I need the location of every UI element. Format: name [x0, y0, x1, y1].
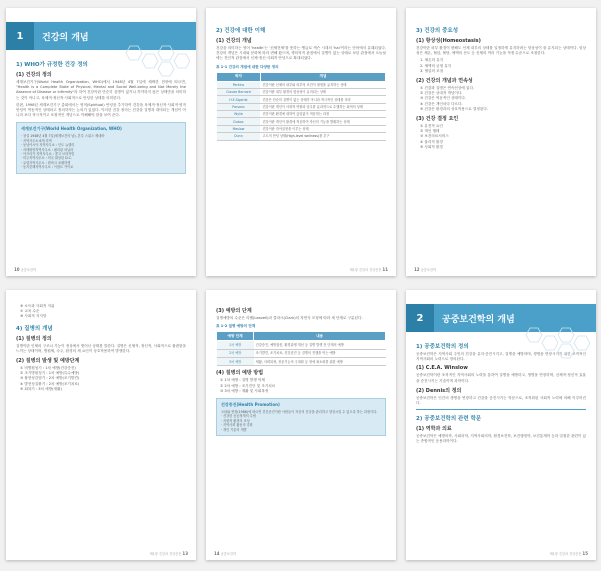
list-item: 1. 체온의 유지: [420, 58, 444, 63]
table-cell: Maslow: [217, 125, 261, 132]
list-item: ① 1차 예방 : 질병 발생 억제: [220, 378, 265, 383]
table-cell: 건강이란 내부 환경의 항상성이 유지되는 상태: [260, 88, 385, 95]
table-header: 개념: [260, 72, 385, 81]
page-footer: [14, 551, 188, 556]
page-14: [206, 290, 396, 560]
info-box-item: · 유럽지역사무소 : 덴마크 코펜하겐: [21, 160, 71, 165]
list-item: ③ 보건의료서비스: [420, 134, 449, 139]
info-box-item: 오타와 헌장(1986)에 따르면 건강증진이란 사람들이 자신의 건강을 관리하고 향상시킬 수 있도록 하는 과정이다.: [221, 410, 378, 415]
list-item: ② 개인 행태: [420, 129, 440, 134]
paragraph: 건강을 의미하는 영어 'health'는 '신체전체'를 뜻하는 앵글로 색슨 시대의 'hal'이라는 단어에서 유래되었다. 건강의 개념은 시대와 문화에 따라 변해 왔으며, 생의학적 관점에서 질병이 없는 상태로 보던 관점에서 오늘날에는 전인적 관점에서 신체·정신·사회적 안녕으로 확대되었다.: [216, 46, 386, 61]
page-number: 12: [414, 267, 420, 272]
table-cell: Dubos: [217, 118, 261, 125]
paragraph: 공중보건학은 인간의 생명을 연장하고 건강을 증진시키는 학문으로, 조직화된 사회적 노력에 의해 이루어진다.: [416, 395, 586, 406]
table-row: [217, 358, 386, 366]
list-item: ① 비병원성기 : 1차 예방(건강증진): [20, 366, 76, 371]
subsection-heading: (2) Dennis의 정의: [416, 387, 462, 394]
subsection-heading: (2) 질병의 발생 및 예방단계: [16, 358, 80, 365]
table-cell: 조기발견, 조기치료, 건강검진 등 질병의 진행을 막는 예방: [254, 349, 386, 357]
page-footer: [214, 551, 388, 556]
table-cell: 건강증진, 예방접종, 환경위생 개선 등 질병 발생 전 단계의 예방: [254, 341, 386, 349]
page-footer: [414, 267, 588, 272]
list-item: ⑦ 교육 수준: [20, 309, 40, 314]
paragraph: 한편, 1998년 세계보건기구 총회에서는 영적(Spiritual) 안녕을 추가하여 건강을 육체적·정신적·사회적·영적 안녕이 역동적인 상태라고 정의하자는 논의가 있었다. 이러한 건강 정의는 건강을 질병과 대비되는 개념이 아니라 보다 적극적이고 포괄적인 개념으로 이해해야 함을 보여 준다.: [16, 102, 186, 118]
info-box-title: 세계보건기구(World Health Organization, WHO): [21, 126, 122, 132]
footer-text: 공중보건학: [420, 268, 436, 272]
footer-text: 공중보건학: [220, 552, 236, 556]
table-header: 예방 단계: [217, 332, 254, 341]
info-box-item: · 건강한 공공정책의 수립: [221, 414, 256, 419]
chapter-title: 건강의 개념: [42, 32, 89, 43]
table-row: [217, 96, 386, 103]
footer-text: 제1장 건강과 건강증진: [349, 268, 382, 272]
chapter-number: 2: [406, 304, 434, 332]
table-caption: 표 1-2 질병 예방의 단계: [216, 324, 256, 329]
list-item: 3. 혈압의 조절: [420, 68, 444, 73]
footer-text: 제1장 건강과 건강증진: [149, 552, 182, 556]
section-heading: 1) 공중보건학의 정의: [416, 344, 469, 350]
list-item: ⑤ 건강은 환경과의 상호작용으로 결정된다.: [420, 106, 488, 111]
page-footer: [214, 267, 388, 272]
table-header: 내용: [254, 332, 386, 341]
chapter-title: 공중보건학의 개념: [442, 314, 515, 325]
section-heading: 2) 공중보건학의 관련 학문: [416, 415, 482, 422]
table-cell: 재활, 사회복귀, 잔존기능의 극대화 등 장애 최소화를 위한 예방: [254, 358, 386, 366]
paragraph: 세계보건기구(World Health Organization, WHO)에서 1948년 4월 7일에 채택한 현장에 따르면, "Health is a Complete State of Physical, Mental and Social Well-being and Not Merely the Absence of Disease or Infirmity"라 하여 건강이란 단순히 질병이 없거나 허약하지 않은 상태만을 의미하는 것이 아니고, 육체적·정신적·사회적으로 안녕한 상태를 의미한다.: [16, 80, 186, 100]
list-item: ③ 건강은 역동적인 상태이다.: [420, 96, 466, 101]
table-row: [217, 118, 386, 125]
list-item: ① 유전적 요인: [420, 124, 443, 129]
info-box-title: 건강증진(Health Promotion): [221, 402, 280, 408]
table-cell: H.E.Sigerist: [217, 96, 261, 103]
table-header-row: [217, 72, 386, 81]
section-heading: 2) 건강에 대한 이해: [216, 28, 266, 34]
list-item: 2. 체액의 균형 유지: [420, 63, 452, 68]
subsection-heading: (3) 예방의 단계: [216, 308, 252, 314]
page-11: [206, 8, 396, 276]
info-box-item: · 동지중해지역사무소 : 이집트 카이로: [21, 165, 74, 170]
table-cell: 건강이란 환경에 대하여 끊임없이 적응하는 과정: [260, 111, 385, 118]
subsection-heading: (2) 건강의 개념과 연속성: [416, 78, 473, 85]
table-cell: Claude Bernard: [217, 88, 261, 95]
subsection-heading: (1) 건강의 개념: [216, 38, 252, 44]
info-box-item: · 미주지역사무소 : 미국 워싱턴 D.C.: [21, 156, 72, 161]
info-box-item: · 창설 1948년 4월 7일(세계보건의 날), 본부 스위스 제네바: [21, 134, 105, 139]
list-item: ④ 발현성질환기 : 2차 예방(조기치료): [20, 381, 80, 386]
paragraph: 질병예방의 수준은 리벨(Leavell)과 클라크(Clark)의 자연사 모형에 따라 세 단계로 구분된다.: [216, 316, 363, 320]
table-cell: 1차 예방: [217, 341, 254, 349]
subsection-heading: (3) 건강 결정 요인: [416, 116, 459, 123]
section-heading: 3) 건강의 중요성: [416, 28, 459, 34]
table-row: [217, 341, 386, 349]
subsection-heading: (4) 질병의 예방 방법: [216, 370, 264, 377]
list-item: ⑤ 사회적 환경: [420, 144, 443, 149]
table-row: [217, 81, 386, 88]
page-footer: [14, 267, 188, 272]
page-13: [6, 290, 196, 560]
table-cell: 건강은 단순히 질병이 없는 상태가 아니라 적극적인 상태를 의미: [260, 96, 385, 103]
page-number: 14: [214, 551, 220, 556]
prevention-table: [216, 331, 386, 366]
footer-text: 공중보건학: [20, 268, 36, 272]
table-row: [217, 133, 386, 140]
list-item: ② 건강은 상대적 개념이다.: [420, 91, 463, 96]
info-box-item: · 개인 기술의 개발: [221, 427, 247, 432]
table-cell: Wylie: [217, 111, 261, 118]
table-row: [217, 88, 386, 95]
table-header-row: [217, 332, 386, 341]
subsection-heading: (1) 질병의 정의: [16, 335, 52, 342]
page-12: [406, 8, 596, 276]
page-number: 15: [582, 551, 588, 556]
info-box-item: · 아프리카 지역사무소 : 콩고 브라자빌: [21, 152, 75, 157]
section-heading: 1) WHO가 규정한 건강 정의: [16, 62, 88, 68]
list-item: ④ 건강은 개인마다 다르다.: [420, 101, 463, 106]
chapter-number: 1: [6, 22, 34, 50]
table-cell: 고도의 안녕 상태(High-level wellness)를 추구: [260, 133, 385, 140]
list-item: ② 2차 예방 : 조기진단 및 조기치료: [220, 383, 276, 388]
subsection-heading: (1) 건강의 정의: [16, 72, 52, 78]
info-box-item: · 지원적 환경의 조성: [221, 418, 250, 423]
info-box-item: · 지역사무소 6개 지역: [21, 138, 52, 143]
definitions-table: [216, 72, 386, 141]
paragraph: 공중보건학은 지역사회 주민의 건강을 유지·증진시키고, 질병을 예방하며, 생명을 연장시키기 위한 조직적인 지역사회의 노력으로 정의된다.: [416, 352, 586, 362]
subsection-heading: (1) 역학과 의료: [416, 425, 452, 432]
info-box: [16, 122, 186, 173]
page-number: 13: [182, 551, 188, 556]
list-item: ③ 3차 예방 : 재활 및 사회복귀: [220, 388, 269, 393]
list-item: ② 초기병원성기 : 1차 예방(특수예방): [20, 371, 80, 376]
subsection-heading: (1) 항상성(Homeostasis): [416, 38, 481, 44]
table-row: [217, 349, 386, 357]
table-header: 학자: [217, 72, 261, 81]
page-number: 11: [382, 267, 388, 272]
list-item: ⑤ 회복기 : 3차 예방(재활): [20, 386, 62, 391]
divider: [416, 409, 586, 410]
table-cell: Dunn: [217, 133, 261, 140]
list-item: ① 건강과 질병은 연속선상에 있다.: [420, 86, 475, 91]
paragraph: 공중보건학은 예방의학, 사회의학, 지역사회의학, 환경보건학, 보건행정학, 보건통계학 등과 밀접한 관련이 있는 종합적인 응용과학이다.: [416, 433, 586, 444]
list-item: ⑧ 사회적 지지망: [20, 314, 47, 319]
page-10: [6, 8, 196, 276]
table-row: [217, 111, 386, 118]
paragraph: 건강이란 외부 환경이 변해도 인체 내부의 상태를 일정하게 유지하려는 항상성이 잘 유지되는 상태이다. 항상성은 체온, 혈압, 혈당, 체액의 산도 등 신체의 여러 기능을 적정 수준으로 조절한다.: [416, 46, 586, 56]
info-box-item: · 서태평양지역사무소 : 필리핀 마닐라: [21, 147, 74, 152]
paragraph: 질병이란 인체의 구조나 기능이 정상에서 벗어난 상태를 말한다. 질병은 신체적, 정신적, 사회적으로 불편함을 느끼는 상태이며, 병원체, 숙주, 환경의 세 요인이 상호작용하여 발생한다.: [16, 343, 186, 353]
table-cell: 건강이란 개인이 사회적 역할과 임무를 효과적으로 수행하는 최적의 상태: [260, 103, 385, 110]
list-item: ③ 불현성감염기 : 2차 예방(조기발견): [20, 376, 80, 381]
list-item: ⑥ 소득과 사회적 지위: [20, 304, 55, 308]
page-footer: [414, 551, 588, 556]
table-cell: 건강이란 개인이 환경에 적응하여 자신의 기능을 발휘하는 상태: [260, 118, 385, 125]
footer-text: 제1장 건강과 건강증진: [549, 552, 582, 556]
table-cell: 2차 예방: [217, 349, 254, 357]
list-item: ④ 물리적 환경: [420, 139, 443, 144]
paragraph: 공중보건학이란 조직적인 지역사회의 노력을 통하여 질병을 예방하고, 생명을 연장하며, 신체적·정신적 효율을 증진시키는 기술이며 과학이다.: [416, 373, 586, 383]
hexagon-pattern-icon: [120, 44, 190, 84]
table-row: [217, 103, 386, 110]
table-cell: 3차 예방: [217, 358, 254, 366]
table-cell: Perkins: [217, 81, 261, 88]
info-box-item: · 지역사회 활동의 강화: [221, 423, 253, 428]
page-number: 10: [14, 267, 20, 272]
table-cell: 건강이란 신체의 내부와 외부의 조건이 평형을 유지하는 상태: [260, 81, 385, 88]
table-row: [217, 125, 386, 132]
table-caption: 표 1-1 건강의 개념에 대한 다양한 정의: [216, 64, 279, 69]
table-cell: 건강이란 자아실현을 이루는 상태: [260, 125, 385, 132]
info-box-item: · 동남아시아 지역사무소 : 인도 뉴델리: [21, 143, 75, 148]
page-15: [406, 290, 596, 560]
section-heading: 4) 질병의 개념: [16, 325, 53, 332]
table-cell: Parsons: [217, 103, 261, 110]
hexagon-pattern-icon: [520, 326, 590, 366]
info-box: [216, 398, 386, 436]
subsection-heading: (1) C.E.A. Winslow: [416, 365, 468, 372]
